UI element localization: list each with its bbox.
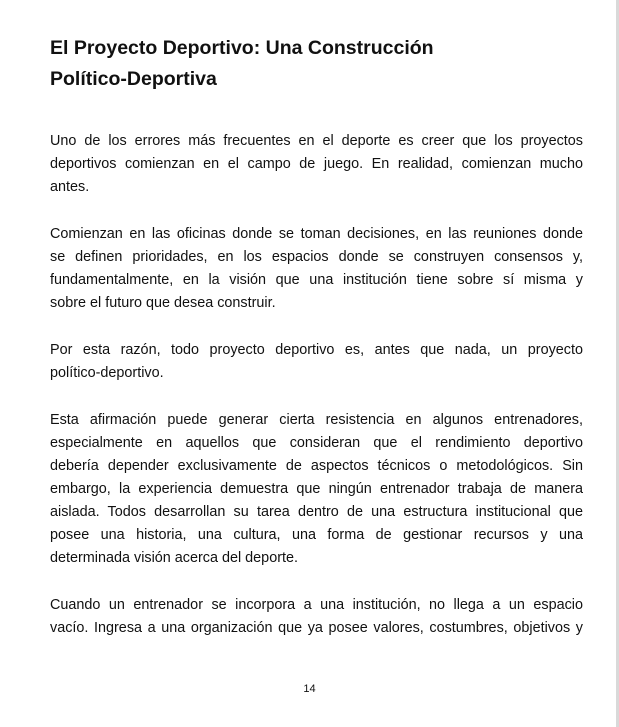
text-line: político-deportivo. (50, 365, 164, 381)
text-line: Esta afirmación puede generar cierta resistencia en algunos entrenadores, (50, 412, 583, 428)
text-line: especialmente en aquellos que consideran que el rendimiento deportivo (50, 435, 583, 451)
text-line: debería depender exclusivamente de aspectos técnicos o metodológicos. Sin (50, 458, 583, 474)
text-line: fundamentalmente, en la visión que una institución tiene sobre sí misma y (50, 272, 583, 288)
text-line: Cuando un entrenador se incorpora a una institución, no llega a un espacio (50, 597, 583, 613)
title-line-1: El Proyecto Deportivo: Una Construcción (50, 37, 434, 59)
text-line: Por esta razón, todo proyecto deportivo es, antes que nada, un proyecto (50, 342, 583, 358)
text-line: aislada. Todos desarrollan su tarea dentro de una estructura institucional que (50, 504, 583, 520)
text-line: vacío. Ingresa a una organización que ya posee valores, costumbres, objetivos y (50, 620, 583, 636)
page-title (50, 33, 570, 95)
title-line-2: Político-Deportiva (50, 68, 217, 90)
paragraph-1 (50, 130, 583, 199)
text-line: antes. (50, 179, 90, 195)
text-line: Comienzan en las oficinas donde se toman decisiones, en las reuniones donde (50, 226, 583, 242)
paragraph-5 (50, 594, 583, 640)
paragraph-4 (50, 409, 583, 570)
text-line: Uno de los errores más frecuentes en el deporte es creer que los proyectos (50, 133, 583, 149)
paragraph-3 (50, 339, 583, 385)
text-line: sobre el futuro que desea construir. (50, 295, 276, 311)
text-line: embargo, la experiencia demuestra que ningún entrenador trabaja de manera (50, 481, 583, 497)
text-line: deportivos comienzan en el campo de juego. En realidad, comienzan mucho (50, 156, 583, 172)
paragraph-2 (50, 223, 583, 315)
body-text (50, 130, 583, 664)
text-line: determinada visión acerca del deporte. (50, 550, 298, 566)
page-number: 14 (303, 683, 316, 695)
text-line: se definen prioridades, en los espacios donde se construyen consensos y, (50, 249, 583, 265)
text-line: posee una historia, una cultura, una forma de gestionar recursos y una (50, 527, 583, 543)
